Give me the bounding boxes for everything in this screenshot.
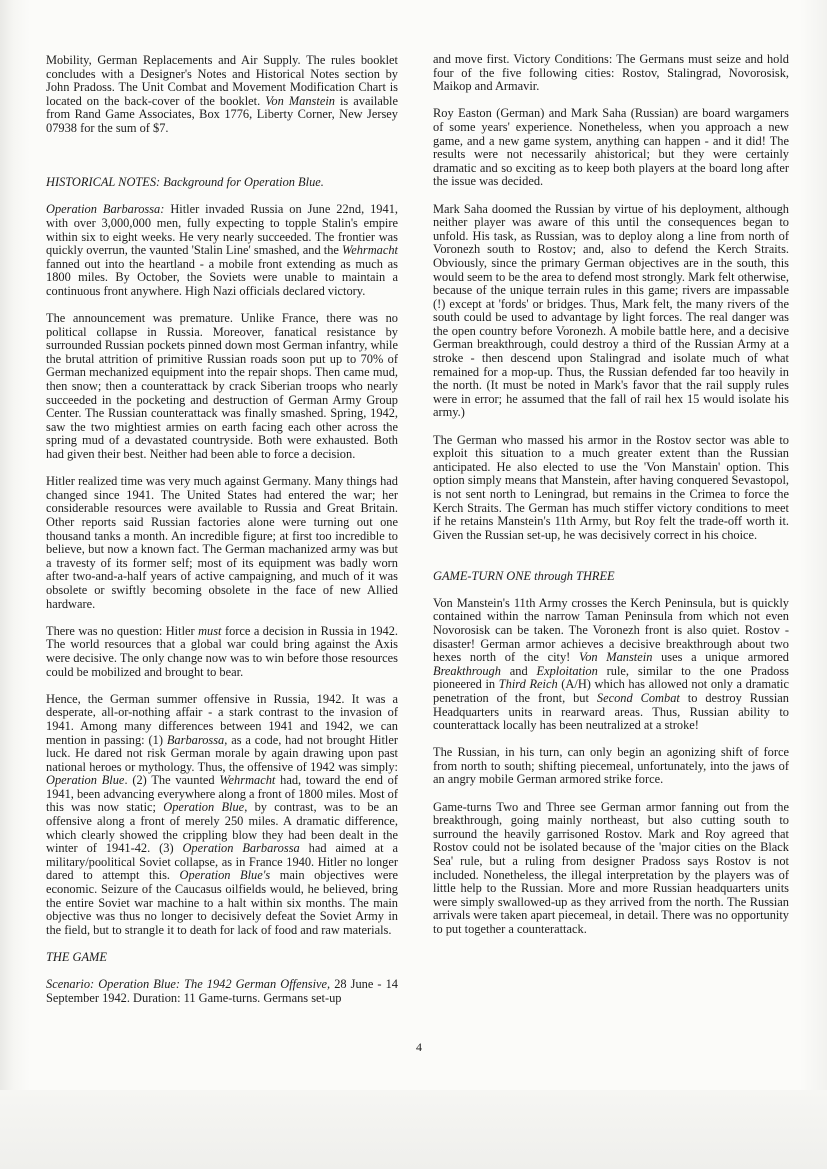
- barbarossa-paragraph: Operation Barbarossa: Hitler invaded Russia on June 22nd, 1941, with over 3,000,000 men, fully expecting to topple Stalin's empire within six to eight weeks. He very nearly succeeded. The frontier was quickly overrun, the vaunted 'Stalin Line' smashed, and the Wehrmacht fanned out into the heartland - a mobile front extending as much as 1800 miles. By October, the Soviets were unable to maintain a continuous front anywhere. High Nazi officials declared victory.: [46, 202, 398, 298]
- game-title: Von Manstein: [265, 93, 335, 108]
- german-armor-paragraph: The German who massed his armor in the Rostov sector was able to exploit this situation to a much greater extent than the Russian anticipated. He also elected to use the 'Von Manstain' option. This option simply means that Manstein, after having conquered Sevastopol, is not sent north to Leningrad, but remains in the Crimea to force the Kerch Straits. The German has much stiffer victory conditions to meet if he retains Manstein's 11th Army, but Roy felt the trade-off worth it. Given the Russian set-up, he was decisively correct in his choice.: [433, 432, 789, 542]
- game-turn-heading: GAME-TURN ONE through THREE: [433, 568, 615, 583]
- page-number: 4: [416, 1040, 422, 1054]
- intro-paragraph: Mobility, German Replacements and Air Supply. The rules booklet concludes with a Designer's Notes and Historical Notes section by John Pradoss. The Unit Combat and Movement Modification Chart is located on the back-cover of the booklet. Von Manstein is available from Rand Game Associates, Box 1776, Liberty Corner, New Jersey 07938 for the sum of $7.: [46, 53, 398, 135]
- summer-offensive-paragraph: Hence, the German summer offensive in Russia, 1942. It was a desperate, all-or-nothing affair - a stark contrast to the invasion of 1941. Among many differences between 1941 and 1942, we can mention in passing: (1) Barbarossa, as a code, had not brought Hitler luck. He dared not risk German morale by again drawing upon past national heroes or mythology. Thus, the offensive of 1942 was simply: Operation Blue. (2) The vaunted Wehrmacht had, toward the end of 1941, been advancing everywhere along a front of 1800 miles. Most of this was now static; Operation Blue, by contrast, was to be an offensive along a front of merely 250 miles. A dramatic difference, which clearly showed the crippling blow they had been dealt in the winter of 1941-42. (3) Operation Barbarossa had aimed at a military/poolitical Soviet collapse, as in France 1940. Hitler no longer dared to attempt this. Operation Blue's main objectives were economic. Seizure of the Caucasus oilfields would, he believed, bring the entire Soviet war machine to a halt within six months. The main objective was thus no longer to decisively defeat the Soviet Army in the field, but to strangle it to death for lack of food and raw materials.: [46, 691, 399, 937]
- deployment-paragraph: Mark Saha doomed the Russian by virtue of his deployment, although neither player was aware of this until the consequences began to unfold. His task, as Russian, was to deploy along a line from north of Voronezh south to Rostov; and, also to defend the Kerch Straits. Obviously, since the primary German objectives are in the south, this would seem to be the area to defend most strongly. Mark felt otherwise, because of the unique terrain rules in this game; rivers are impassable (!) except at 'fords' or bridges. Thus, Mark felt, the many rivers of the south could be used to advantage by light forces. The real danger was the open country before Voronezh. A mobile battle here, and a decisive German breakthrough, could destroy a third of the Russian Army at a stroke - then descend upon Stalingrad and isolate much of what remained for a mop-up. Thus, the Russian defended far too heavily in the north. (It must be noted in Mark's favor that the rail supply rules were in error; he assumed that the fall of rail hex 15 would isolate his army.): [433, 201, 789, 420]
- game-turns-two-three-paragraph: Game-turns Two and Three see German armor fanning out from the breakthrough, going mainly northeast, but also cutting south to surround the heavily garrisoned Rostov. Mark and Roy agreed that Rostov could not be isolated because of the 'major cities on the Black Sea' rule, but a ruling from designer Pradoss says Rostov is not included. Nonetheless, the illegal interpretation by the players was of little help to the Russian. More and more Russian headquarters units were simply swallowed-up as they arrived from the north. The Russian arrivals were taken apart piecemeal, in detail. There was no opportunity to put together a counterattack.: [433, 799, 789, 936]
- scenario-paragraph: Scenario: Operation Blue: The 1942 German Offensive, 28 June - 14 September 1942. Duration: 11 Game-turns. Germans set-up: [46, 977, 399, 1005]
- no-question-paragraph: There was no question: Hitler must force a decision in Russia in 1942. The world resources that a global war could bring against the Axis were decisive. The only change now was to win before those resources could be mobilized and brought to bear.: [46, 623, 399, 679]
- right-column: [433, 53, 789, 937]
- premature-paragraph: The announcement was premature. Unlike France, there was no political collapse in Russia. Moreover, fanatical resistance by surrounded Russian pockets pinned down most German infantry, while the brutal attrition of primitive Russian roads soon put up to 70% of German mechanized equipment into the repair shops. Then came mud, then snow; then a counterattack by crack Siberian troops who nearly succeeded in the pocketing and destruction of German Army Group Center. The Russian counterattack was finally smashed. Spring, 1942, saw the two mightiest armies on earth facing each other across the spring mud of a devastated countryside. Both were exhausted. Both had given their best. Neither had been able to force a decision.: [46, 311, 398, 462]
- manstein-paragraph: Von Manstein's 11th Army crosses the Kerch Peninsula, but is quickly contained within the narrow Taman Peninsula from which not even Novorosisk can be taken. The Voronezh front is also quiet. Rostov - disaster! German armor achieves a decisive breakthrough about two hexes north of the city! Von Manstein uses a unique armored Breakthrough and Exploitation rule, similar to the one Pradoss pioneered in Third Reich (A/H) which has allowed not only a dramatic penetration of the front, but Second Combat to destroy Russian Headquarters units in rearward areas. Thus, Russian ability to counterattack locally has been neutralized at a stroke!: [433, 595, 789, 733]
- page-bottom-margin: [0, 1090, 827, 1169]
- the-game-heading: THE GAME: [46, 950, 107, 964]
- players-paragraph: Roy Easton (German) and Mark Saha (Russian) are board wargamers of some years' experience. Nonetheless, when you approach a new game, and a new game system, anything can happen - and it did! The results were not necessarily ahistorical; but they were certainly dramatic and so exciting as to keep both players at the board long after the issue was decided.: [433, 106, 789, 189]
- historical-notes-heading: HISTORICAL NOTES: Background for Operation Blue.: [46, 175, 324, 190]
- left-column: [46, 54, 398, 1005]
- hitler-realized-paragraph: Hitler realized time was very much against Germany. Many things had changed since 1941. The United States had entered the war; her considerable resources were available to Russia and Great Britain. Other reports said Russian factories alone were turning out one thousand tanks a month. An incredible figure; at first too incredible to believe, but now a known fact. The German machanized army was but a travesty of its former self; most of its equipment was badly worn after two-and-a-half years of active campaigning, and much of it was obsolete or swiftly becoming obsolete in the face of new Allied hardware.: [46, 474, 398, 611]
- victory-conditions-paragraph: and move first. Victory Conditions: The Germans must seize and hold four of the five following cities: Rostov, Stalingrad, Novorosisk, Maikop and Armavir.: [433, 52, 789, 94]
- russian-shift-paragraph: The Russian, in his turn, can only begin an agonizing shift of force from north to south; shifting piecemeal, unfortunately, into the jaws of an angry mobile German armored strike force.: [433, 745, 789, 787]
